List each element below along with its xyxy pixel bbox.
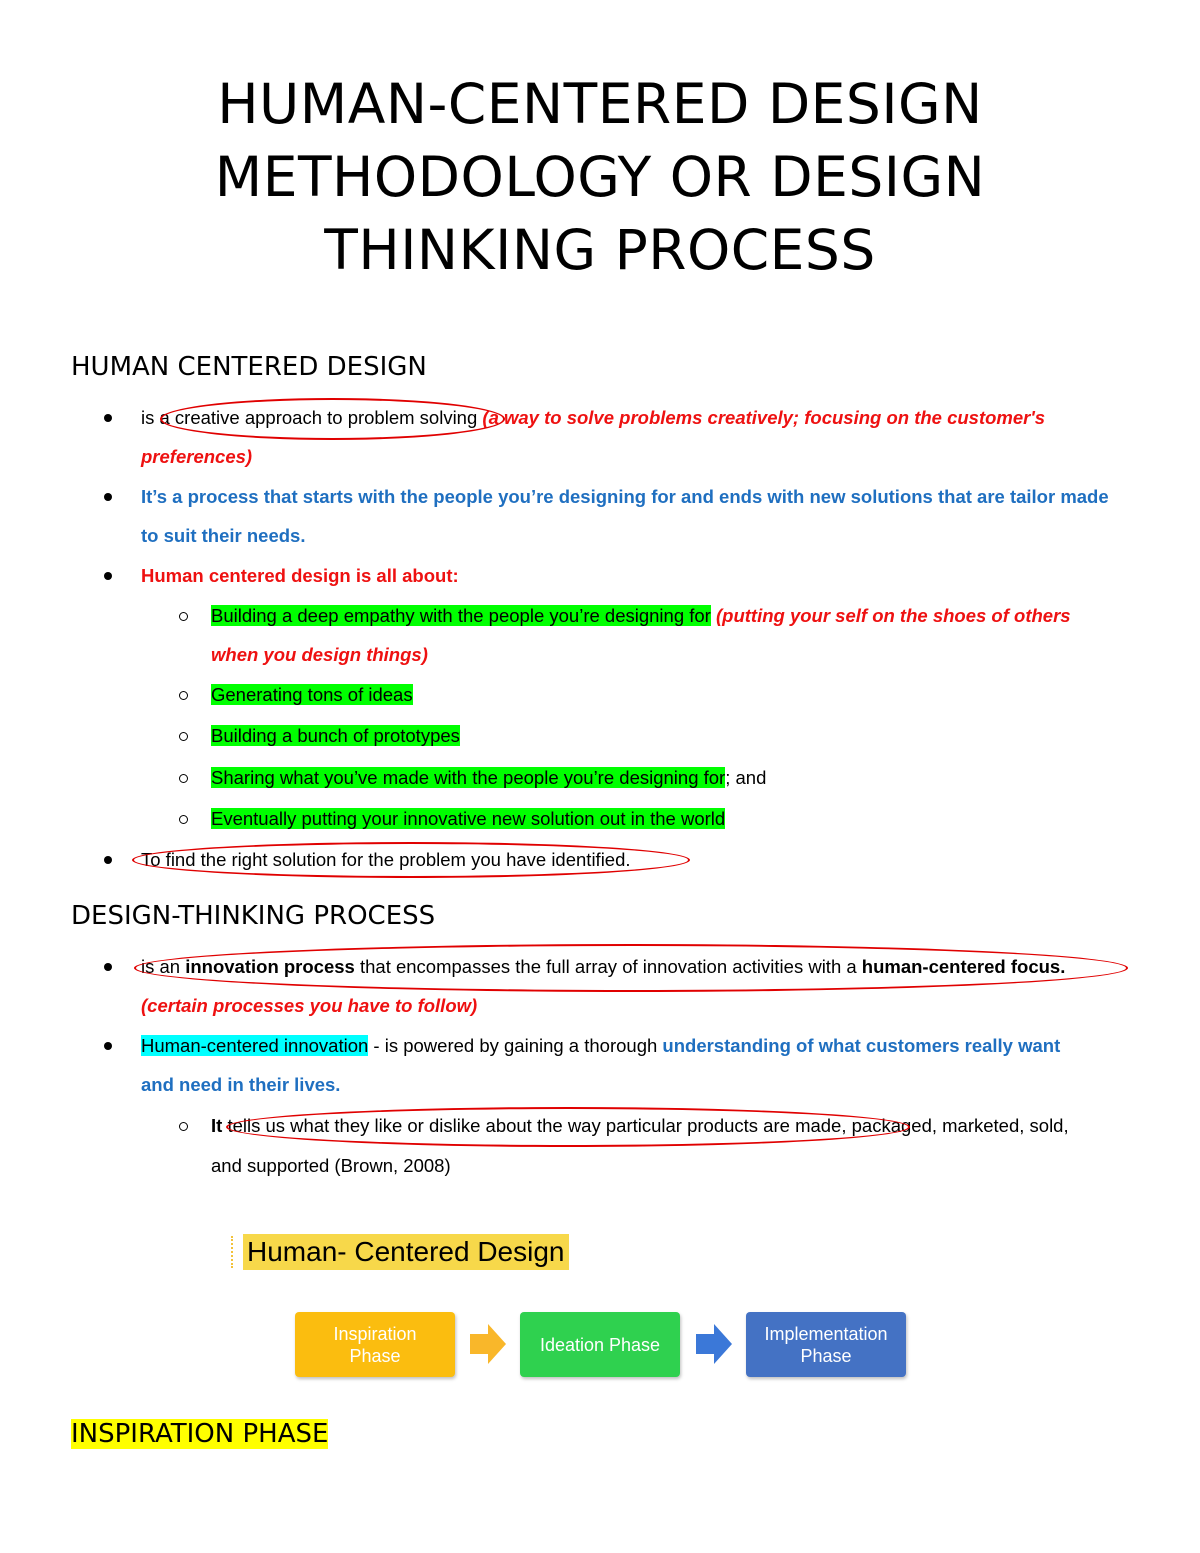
bullet-icon (104, 963, 112, 971)
inspiration-phase-label-1: Inspiration (333, 1323, 417, 1344)
inspiration-phase-label-2: Phase (349, 1345, 401, 1366)
implementation-phase-label-1: Implementation (764, 1323, 888, 1344)
title-line-1: HUMAN-CENTERED DESIGN (217, 72, 983, 136)
sub-bullet-icon (179, 815, 188, 824)
inspiration-phase-box (295, 1312, 455, 1377)
hcd-item-sharing-text: Sharing what you’ve made with the people you’re designing for (211, 767, 726, 788)
hcd-item-solution-text: Eventually putting your innovative new solution out in the world (211, 808, 726, 829)
hcd-definition-note-cont: preferences) (141, 446, 253, 467)
dt-definition-mid: that encompasses the full array of innovation activities with a (354, 956, 862, 977)
hcd-definition (141, 405, 1045, 431)
hcd-definition-text: is a creative approach to problem solving (141, 407, 483, 428)
hcd-item-empathy (211, 603, 1071, 629)
ideation-phase-box (520, 1312, 680, 1377)
bullet-icon (104, 1042, 112, 1050)
hci-term: Human-centered innovation (141, 1035, 369, 1056)
hcd-item-empathy-text: Building a deep empathy with the people you’re designing for (211, 605, 711, 626)
hcd-item-ideas-text: Generating tons of ideas (211, 684, 413, 705)
hcd-item-prototypes (211, 723, 460, 749)
hci-detail-text: tells us what they like or dislike about the way particular products are made, packaged, marketed, sold, (222, 1115, 1069, 1136)
hcd-item-empathy-note-cont: when you design things) (211, 644, 428, 665)
hcd-process-line-1: It’s a process that starts with the people you’re designing for and ends with new solutions that are tailor made (141, 486, 1109, 507)
bullet-icon (104, 856, 112, 864)
diagram-title: Human- Centered Design (243, 1234, 569, 1270)
title-line-3: THINKING PROCESS (324, 218, 876, 282)
sub-bullet-icon (179, 612, 188, 621)
hcd-item-ideas (211, 682, 413, 708)
dt-definition-pre: is an (141, 956, 186, 977)
hcd-item-sharing-rest: ; and (725, 767, 767, 788)
hcd-about: Human centered design is all about: (141, 565, 459, 586)
hcd-item-sharing (211, 765, 766, 791)
bullet-icon (104, 414, 112, 422)
document-title (0, 68, 1200, 287)
inspiration-phase-heading-text: INSPIRATION PHASE (71, 1419, 329, 1449)
section-heading-human-centered-design: HUMAN CENTERED DESIGN (71, 352, 427, 382)
dt-definition-bold-1: innovation process (185, 956, 355, 977)
dt-definition-bold-2: human-centered focus. (861, 956, 1066, 977)
bullet-icon (104, 493, 112, 501)
sub-bullet-icon (179, 732, 188, 741)
dt-definition (141, 954, 1065, 980)
hcd-item-empathy-note: (putting your self on the shoes of others (710, 605, 1071, 626)
hci-definition-blue-cont: and need in their lives. (141, 1074, 341, 1095)
hcd-definition-note: (a way to solve problems creatively; focusing on the customer's (482, 407, 1046, 428)
hcd-right-solution: To find the right solution for the problem you have identified. (141, 849, 631, 870)
hcd-process-line-2: to suit their needs. (141, 525, 306, 546)
diagram-marker (231, 1236, 237, 1268)
hcd-item-prototypes-text: Building a bunch of prototypes (211, 725, 460, 746)
ideation-phase-label: Ideation Phase (539, 1334, 661, 1355)
section-heading-design-thinking: DESIGN-THINKING PROCESS (71, 901, 436, 931)
implementation-phase-label-2: Phase (800, 1345, 852, 1366)
sub-bullet-icon (179, 1122, 188, 1131)
dt-definition-note: (certain processes you have to follow) (141, 995, 478, 1016)
hci-definition-mid: - is powered by gaining a thorough (368, 1035, 663, 1056)
arrow-right-icon (470, 1324, 506, 1364)
sub-bullet-icon (179, 691, 188, 700)
arrow-right-icon (696, 1324, 732, 1364)
hci-definition (141, 1033, 1060, 1059)
bullet-icon (104, 572, 112, 580)
implementation-phase-box (746, 1312, 906, 1377)
hci-detail-bold: It (211, 1115, 223, 1136)
sub-bullet-icon (179, 774, 188, 783)
hci-detail-cont: and supported (Brown, 2008) (211, 1155, 451, 1176)
title-line-2: METHODOLOGY OR DESIGN (214, 145, 986, 209)
section-heading-inspiration-phase (71, 1419, 328, 1449)
hcd-item-solution (211, 806, 725, 832)
hci-definition-blue: understanding of what customers really want (662, 1035, 1061, 1056)
hci-detail (211, 1113, 1069, 1139)
